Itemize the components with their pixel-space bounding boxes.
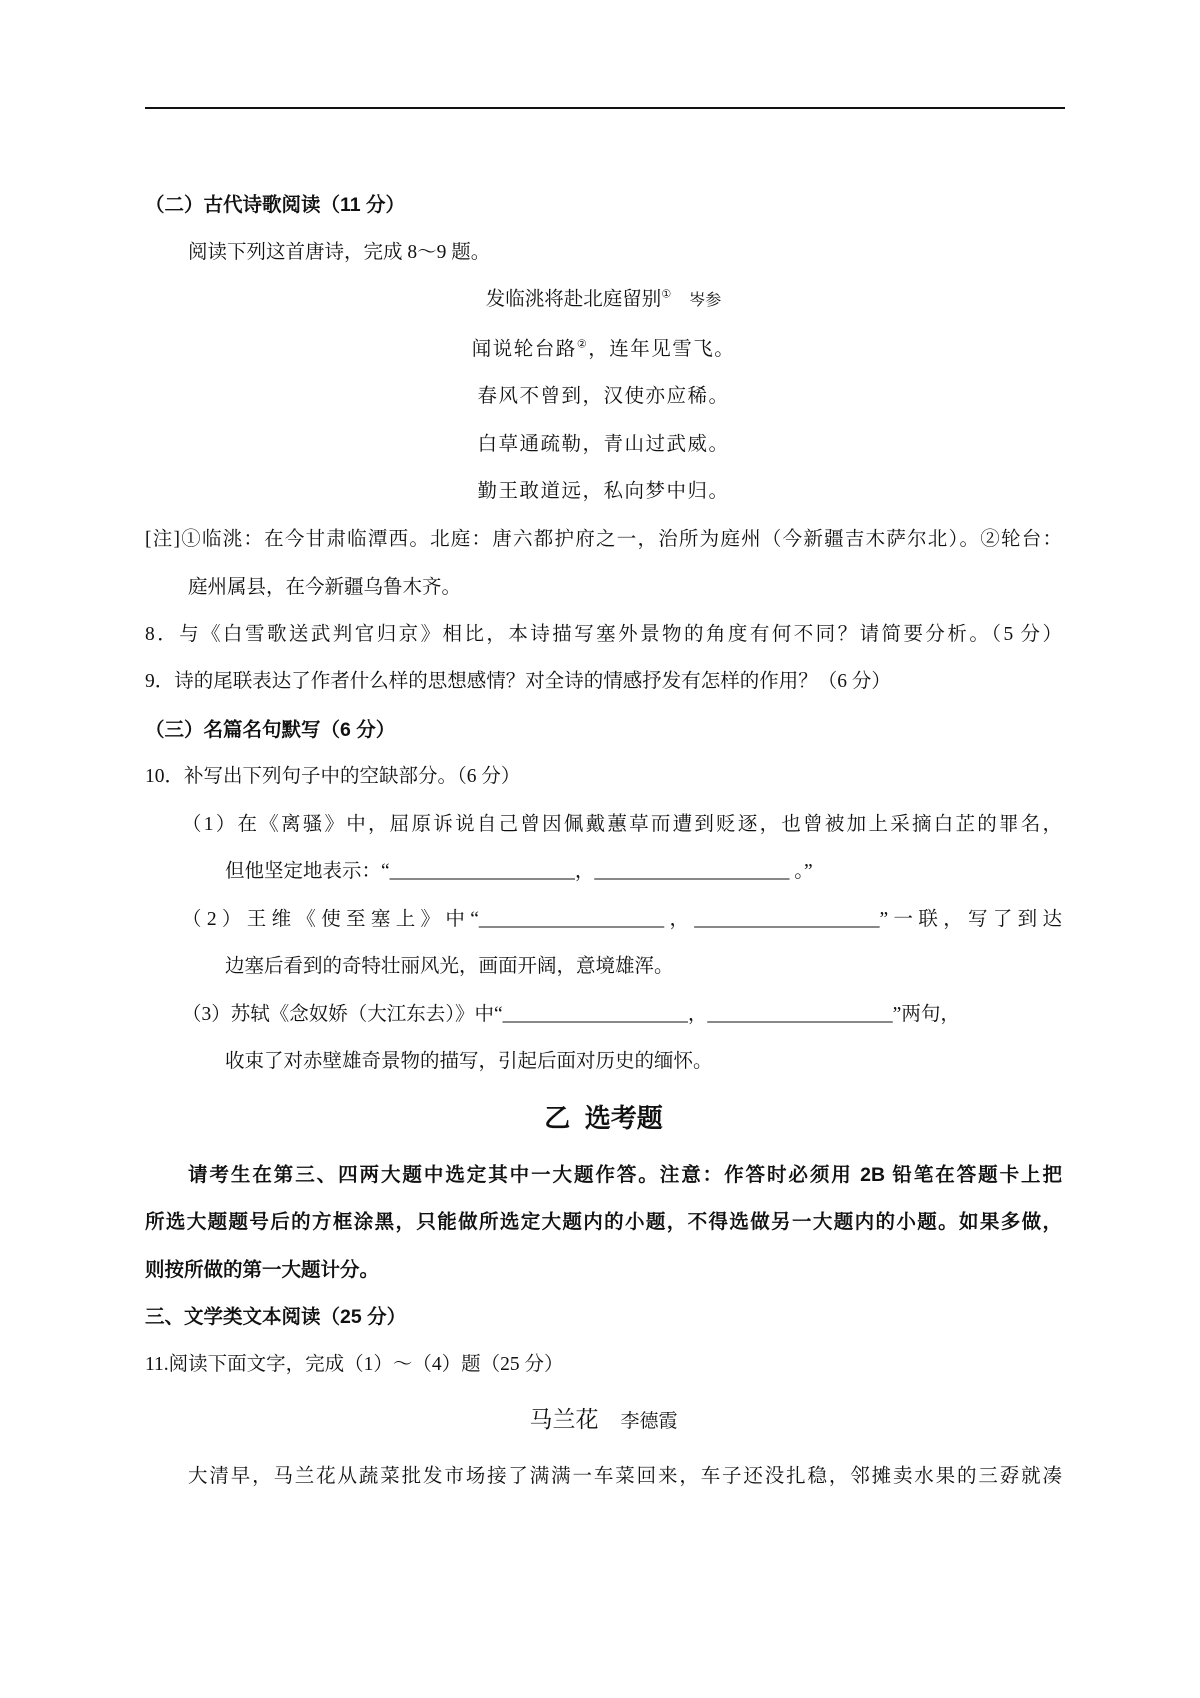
poetry-instruction: 阅读下列这首唐诗，完成 8～9 题。 — [188, 242, 491, 263]
answer-blank: ___________________ — [389, 861, 575, 882]
answer-blank: ____________________ — [594, 861, 790, 882]
dictation-section-heading: （三）名篇名句默写（6 分） — [145, 719, 396, 741]
poem-author: 岑参 — [689, 292, 722, 309]
poem-line: 勤王敢道远，私向梦中归。 — [477, 481, 730, 502]
dictation-separator: ， — [664, 909, 695, 930]
elective-section-title: 乙 选考题 — [544, 1103, 663, 1133]
poem-line-note-mark: ② — [576, 338, 589, 351]
answer-blank: ___________________ — [707, 1004, 893, 1025]
story-paragraph-line: 大清早，马兰花从蔬菜批发市场接了满满一车菜回来，车子还没扎稳，邻摊卖水果的三孬就凑 — [188, 1466, 1062, 1487]
question-10: 10．补写出下列句子中的空缺部分。（6 分） — [145, 766, 521, 787]
poem-line-rest: ，连年见雪飞。 — [588, 339, 736, 360]
dictation-item-1-line-1: （1）在《离骚》中，屈原诉说自己曾因佩戴蕙草而遭到贬逐，也曾被加上采摘白芷的罪名， — [182, 814, 1062, 835]
answer-blank: ___________________ — [694, 909, 880, 930]
question-9: 9．诗的尾联表达了作者什么样的思想感情？对全诗的情感抒发有怎样的作用？（6 分） — [145, 671, 891, 692]
elective-instruction-line: 所选大题题号后的方框涂黑，只能做所选定大题内的小题，不得选做另一大题内的小题。如果多做， — [145, 1211, 1062, 1233]
poem-title-note-mark: ① — [661, 288, 672, 301]
header-rule — [145, 107, 1065, 109]
dictation-item-3-line-2: 收束了对赤壁雄奇景物的描写，引起后面对历史的缅怀。 — [225, 1051, 713, 1072]
poem-line — [145, 338, 1062, 362]
dictation-separator: ， — [687, 1004, 708, 1025]
dictation-item-2-line-1 — [182, 908, 1062, 932]
story-author: 李德霞 — [620, 1411, 678, 1432]
poetry-section-heading: （二）古代诗歌阅读（11 分） — [145, 194, 406, 216]
poem-title-line — [145, 288, 1062, 312]
story-title-line — [145, 1404, 1062, 1436]
poem-line: 白草通疏勒，青山过武威。 — [477, 434, 730, 455]
question-8: 8．与《白雪歌送武判官归京》相比，本诗描写塞外景物的角度有何不同？请简要分析。（5 分） — [145, 624, 1062, 645]
question-11: 11.阅读下面文字，完成（1）～（4）题（25 分） — [145, 1354, 564, 1375]
poem-line-text: 闻说轮台路 — [471, 339, 577, 360]
dictation-text: 。” — [789, 861, 813, 882]
dictation-item-3-line-1 — [182, 1003, 960, 1027]
story-title: 马兰花 — [529, 1407, 599, 1432]
dictation-separator: ， — [574, 861, 595, 882]
elective-instruction-line: 请考生在第三、四两大题中选定其中一大题作答。注意：作答时必须用 2B 铅笔在答题卡上把 — [188, 1164, 1062, 1186]
answer-blank: ___________________ — [502, 1004, 688, 1025]
dictation-text: ”两句， — [892, 1004, 960, 1025]
poem-line: 春风不曾到，汉使亦应稀。 — [477, 386, 730, 407]
poem-notes-line: 庭州属县，在今新疆乌鲁木齐。 — [188, 577, 462, 598]
poem-title: 发临洮将赴北庭留别 — [485, 289, 662, 310]
dictation-text: （2）王维《使至塞上》中“ — [182, 909, 479, 930]
poem-notes-line: [注]①临洮：在今甘肃临潭西。北庭：唐六都护府之一，治所为庭州（今新疆吉木萨尔北）。②轮台： — [145, 529, 1062, 550]
literature-section-heading: 三、文学类文本阅读（25 分） — [145, 1306, 407, 1328]
dictation-text: 但他坚定地表示：“ — [225, 861, 390, 882]
elective-instruction-line: 则按所做的第一大题计分。 — [145, 1259, 380, 1281]
answer-blank: ___________________ — [478, 909, 665, 930]
dictation-text: ”一联，写了到达 — [879, 909, 1063, 930]
dictation-item-2-line-2: 边塞后看到的奇特壮丽风光，画面开阔，意境雄浑。 — [225, 956, 674, 977]
dictation-text: （3）苏轼《念奴娇（大江东去）》中“ — [182, 1004, 503, 1025]
dictation-item-1-line-2 — [225, 860, 813, 884]
